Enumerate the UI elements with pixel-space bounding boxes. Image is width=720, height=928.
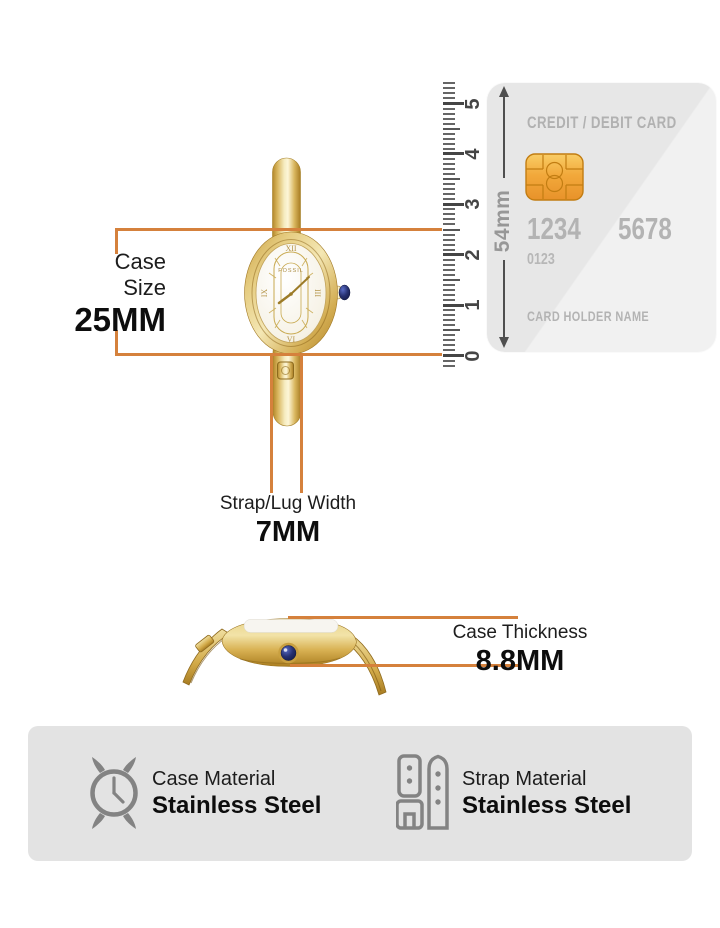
ruler-tick (443, 239, 455, 241)
credit-card (487, 83, 716, 352)
numeral-ix: IX (260, 288, 269, 298)
crown-cabochon (339, 285, 350, 300)
ruler-tick (443, 344, 455, 346)
numeral-iii: III (313, 289, 322, 297)
ruler-tick (443, 213, 455, 215)
ruler-tick (443, 269, 455, 271)
strap-material-value: Stainless Steel (462, 792, 632, 819)
ruler-tick (443, 234, 455, 236)
ruler-tick (443, 314, 455, 316)
ruler-number: 5 (461, 97, 484, 110)
ruler-tick (443, 163, 455, 165)
ruler-tick (443, 92, 455, 94)
ruler-tick (443, 113, 455, 115)
watch-strap-icon (396, 754, 452, 830)
ruler-tick (443, 339, 455, 341)
ruler-number: 2 (461, 249, 484, 261)
ruler-tick (443, 208, 455, 210)
side-crown (280, 644, 298, 662)
ruler-tick (443, 168, 455, 170)
ruler-tick (443, 264, 455, 266)
case-size-line-top (116, 228, 442, 231)
card-number-left: 1234 (527, 211, 581, 246)
ruler-tick (443, 143, 455, 145)
ruler-tick (443, 244, 455, 246)
ruler-tick (443, 218, 455, 220)
card-chip-icon (525, 153, 584, 201)
strap-material-label: Strap Material (462, 768, 587, 790)
ruler-number: 0 (461, 349, 484, 362)
ruler-tick (443, 229, 460, 231)
ruler-tick (443, 294, 455, 296)
case-size-label-block (26, 249, 166, 339)
dial-logo: FOSSIL (278, 268, 304, 274)
ruler-tick (443, 123, 455, 125)
case-thickness-label-block (420, 621, 620, 678)
case-material-value: Stainless Steel (152, 792, 322, 819)
bangle-clasp (278, 362, 294, 379)
card-height-label: 54mm (491, 189, 514, 253)
strap-width-label-block (188, 492, 388, 549)
ruler-tick (443, 173, 455, 175)
strap-material-block (462, 767, 631, 820)
ruler-tick (443, 329, 460, 331)
watch-top-view (200, 140, 380, 440)
strap-width-value: 7MM (255, 516, 321, 548)
ruler-tick (443, 349, 455, 351)
strap-width-label: Strap/Lug Width (219, 493, 357, 514)
ruler-number: 1 (461, 299, 484, 311)
ruler-tick (443, 87, 455, 89)
ruler-tick (443, 108, 455, 110)
case-size-line-bottom (116, 353, 442, 356)
watch-case-icon (88, 757, 140, 829)
ruler-tick (443, 183, 455, 185)
ruler-tick (443, 118, 455, 120)
ruler-tick (443, 97, 455, 99)
ruler-tick (443, 188, 455, 190)
ruler-tick (443, 148, 455, 150)
case-thickness-label: Case Thickness (452, 622, 588, 643)
card-holder-label: CARD HOLDER NAME (527, 308, 650, 324)
ruler-number: 3 (461, 198, 484, 210)
card-number-right: 5678 (618, 211, 672, 246)
case-thickness-line-top (288, 616, 518, 619)
numeral-vi: VI (286, 335, 296, 344)
ruler-tick (443, 249, 455, 251)
side-dial-top (244, 620, 338, 633)
materials-panel (28, 726, 692, 861)
case-thickness-value: 8.8MM (475, 645, 565, 677)
numeral-xii: XII (285, 244, 297, 253)
case-size-label-line2: Size (123, 275, 166, 300)
ruler-tick (443, 138, 455, 140)
ruler-tick (443, 284, 455, 286)
ruler-number: 4 (461, 148, 484, 160)
ruler-tick (443, 334, 455, 336)
strap-width-line-left (270, 356, 273, 493)
ruler-tick (443, 223, 455, 225)
ruler-tick (443, 360, 455, 362)
ruler-tick (443, 324, 455, 326)
case-size-label-line1: Case (114, 249, 166, 274)
ruler-tick (443, 319, 455, 321)
case-material-block (152, 767, 321, 820)
ruler-tick (443, 178, 460, 180)
ruler-tick (443, 193, 455, 195)
ruler-tick (443, 198, 455, 200)
ruler-tick (443, 133, 455, 135)
ruler-tick (443, 279, 460, 281)
ruler-tick (443, 128, 460, 130)
ruler-tick (443, 309, 455, 311)
ruler-tick (443, 259, 455, 261)
card-title: CREDIT / DEBIT CARD (527, 113, 677, 132)
ruler-tick (443, 158, 455, 160)
ruler-tick (443, 289, 455, 291)
ruler-tick (443, 82, 455, 84)
watch-side-view (150, 598, 430, 708)
ruler-tick (443, 365, 455, 367)
card-sub-number: 0123 (527, 251, 555, 268)
ruler-tick (443, 274, 455, 276)
case-size-value: 25MM (74, 301, 166, 338)
strap-width-line-right (300, 356, 303, 493)
case-material-label: Case Material (152, 768, 276, 790)
ruler-tick (443, 299, 455, 301)
